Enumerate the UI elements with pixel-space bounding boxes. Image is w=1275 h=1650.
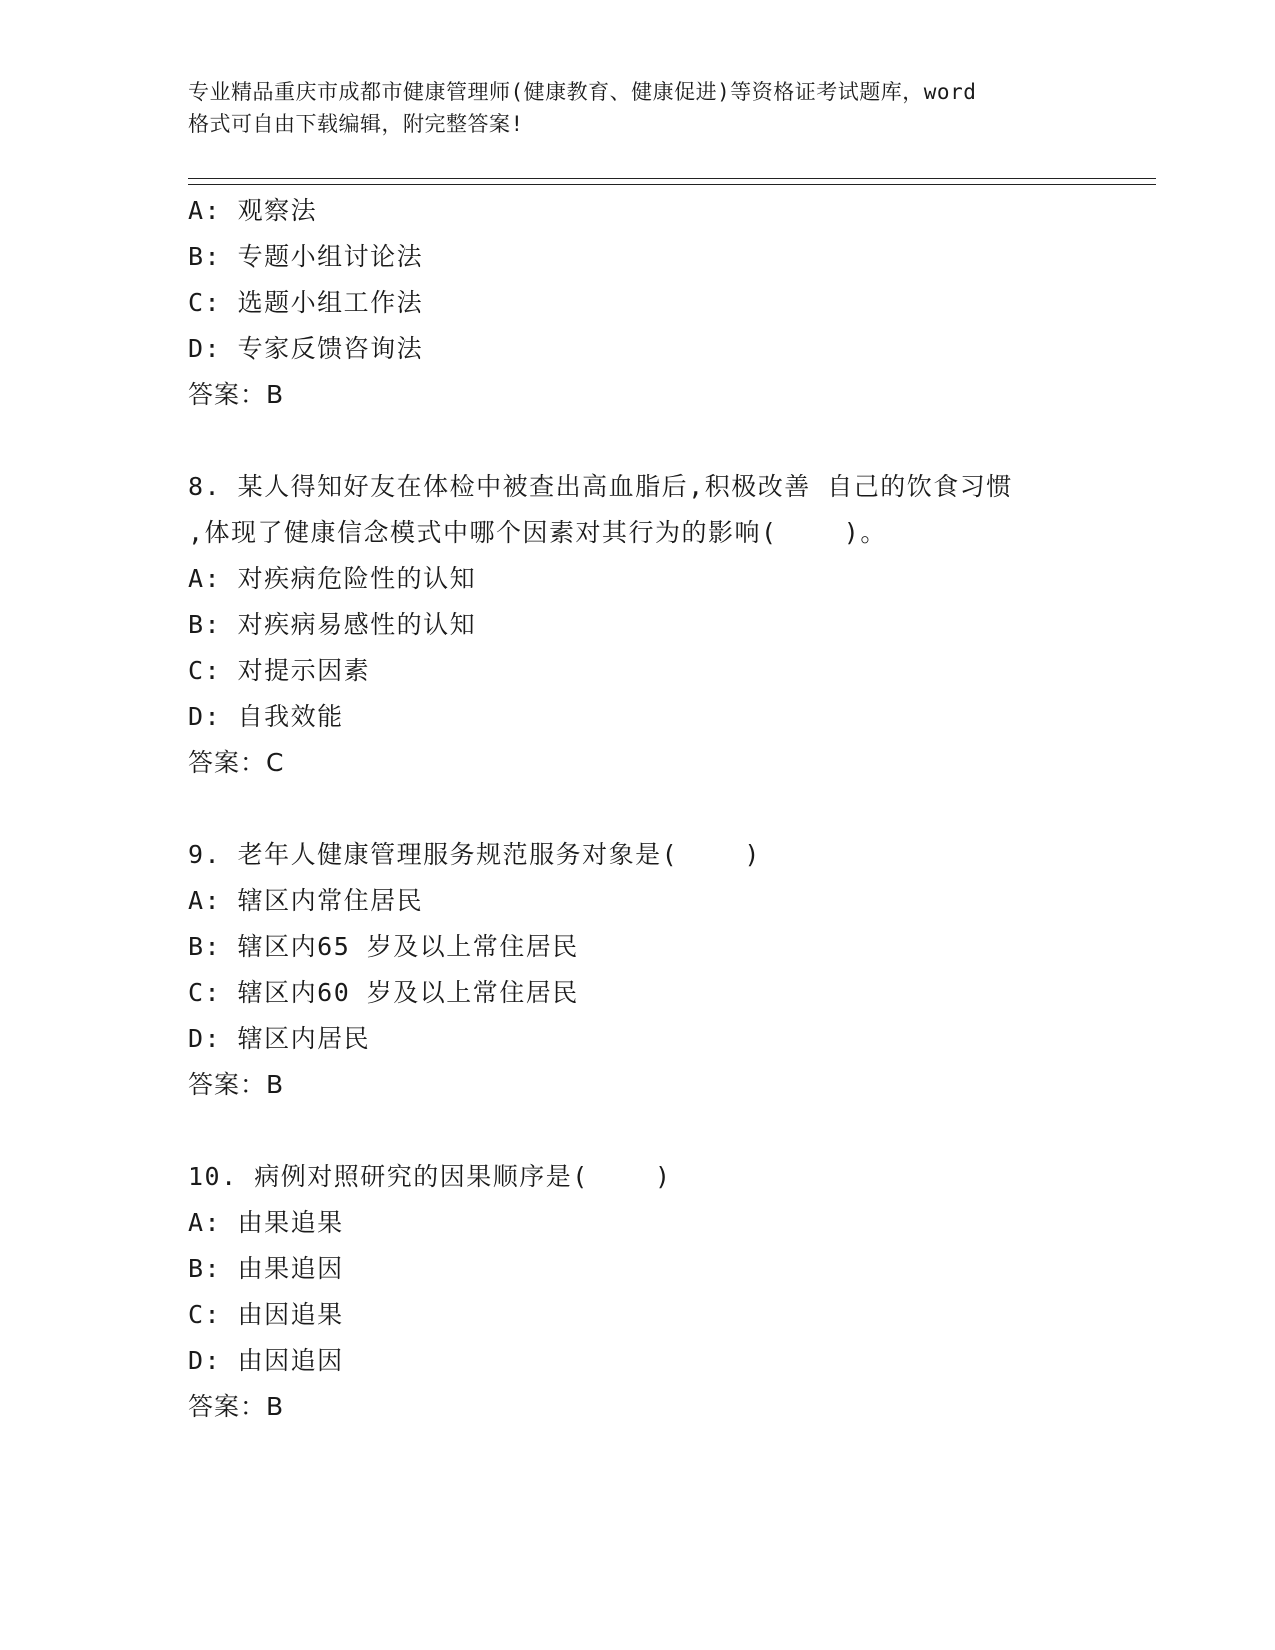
question-stem-continued: ,体现了健康信念模式中哪个因素对其行为的影响( )。	[188, 518, 887, 547]
option-c: C: 辖区内60 岁及以上常住居民	[188, 978, 579, 1007]
option-c: C: 由因追果	[188, 1300, 344, 1329]
header-line-2: 格式可自由下载编辑，附完整答案!	[188, 112, 524, 136]
option-a: A: 观察法	[188, 196, 318, 225]
option-a: A: 辖区内常住居民	[188, 886, 424, 915]
answer-line: 答案：B	[188, 380, 285, 409]
answer-line: 答案：C	[188, 748, 285, 777]
option-b: B: 专题小组讨论法	[188, 242, 424, 271]
answer-line: 答案：B	[188, 1392, 285, 1421]
option-b: B: 辖区内65 岁及以上常住居民	[188, 932, 579, 961]
spacer	[188, 786, 1088, 832]
option-d: D: 自我效能	[188, 702, 344, 731]
question-8	[188, 464, 1088, 786]
header-line-1: 专业精品重庆市成都市健康管理师(健康教育、健康促进)等资格证考试题库，word	[188, 80, 977, 104]
spacer	[188, 418, 1088, 464]
spacer	[188, 1108, 1088, 1154]
header-rule-top	[188, 178, 1156, 179]
question-list	[188, 188, 1088, 1430]
option-a: A: 对疾病危险性的认知	[188, 564, 477, 593]
question-stem: 9. 老年人健康管理服务规范服务对象是( )	[188, 840, 761, 869]
option-b: B: 对疾病易感性的认知	[188, 610, 477, 639]
question-stem: 10. 病例对照研究的因果顺序是( )	[188, 1162, 672, 1191]
option-d: D: 辖区内居民	[188, 1024, 371, 1053]
option-a: A: 由果追果	[188, 1208, 344, 1237]
header-rule-bottom	[188, 184, 1156, 185]
document-header	[188, 76, 1088, 140]
question-10	[188, 1154, 1088, 1430]
question-7	[188, 188, 1088, 418]
answer-line: 答案：B	[188, 1070, 285, 1099]
option-d: D: 专家反馈咨询法	[188, 334, 424, 363]
option-c: C: 对提示因素	[188, 656, 371, 685]
question-stem: 8. 某人得知好友在体检中被查出高血脂后,积极改善 自己的饮食习惯	[188, 472, 1013, 501]
option-c: C: 选题小组工作法	[188, 288, 424, 317]
option-b: B: 由果追因	[188, 1254, 344, 1283]
option-d: D: 由因追因	[188, 1346, 344, 1375]
question-9	[188, 832, 1088, 1108]
